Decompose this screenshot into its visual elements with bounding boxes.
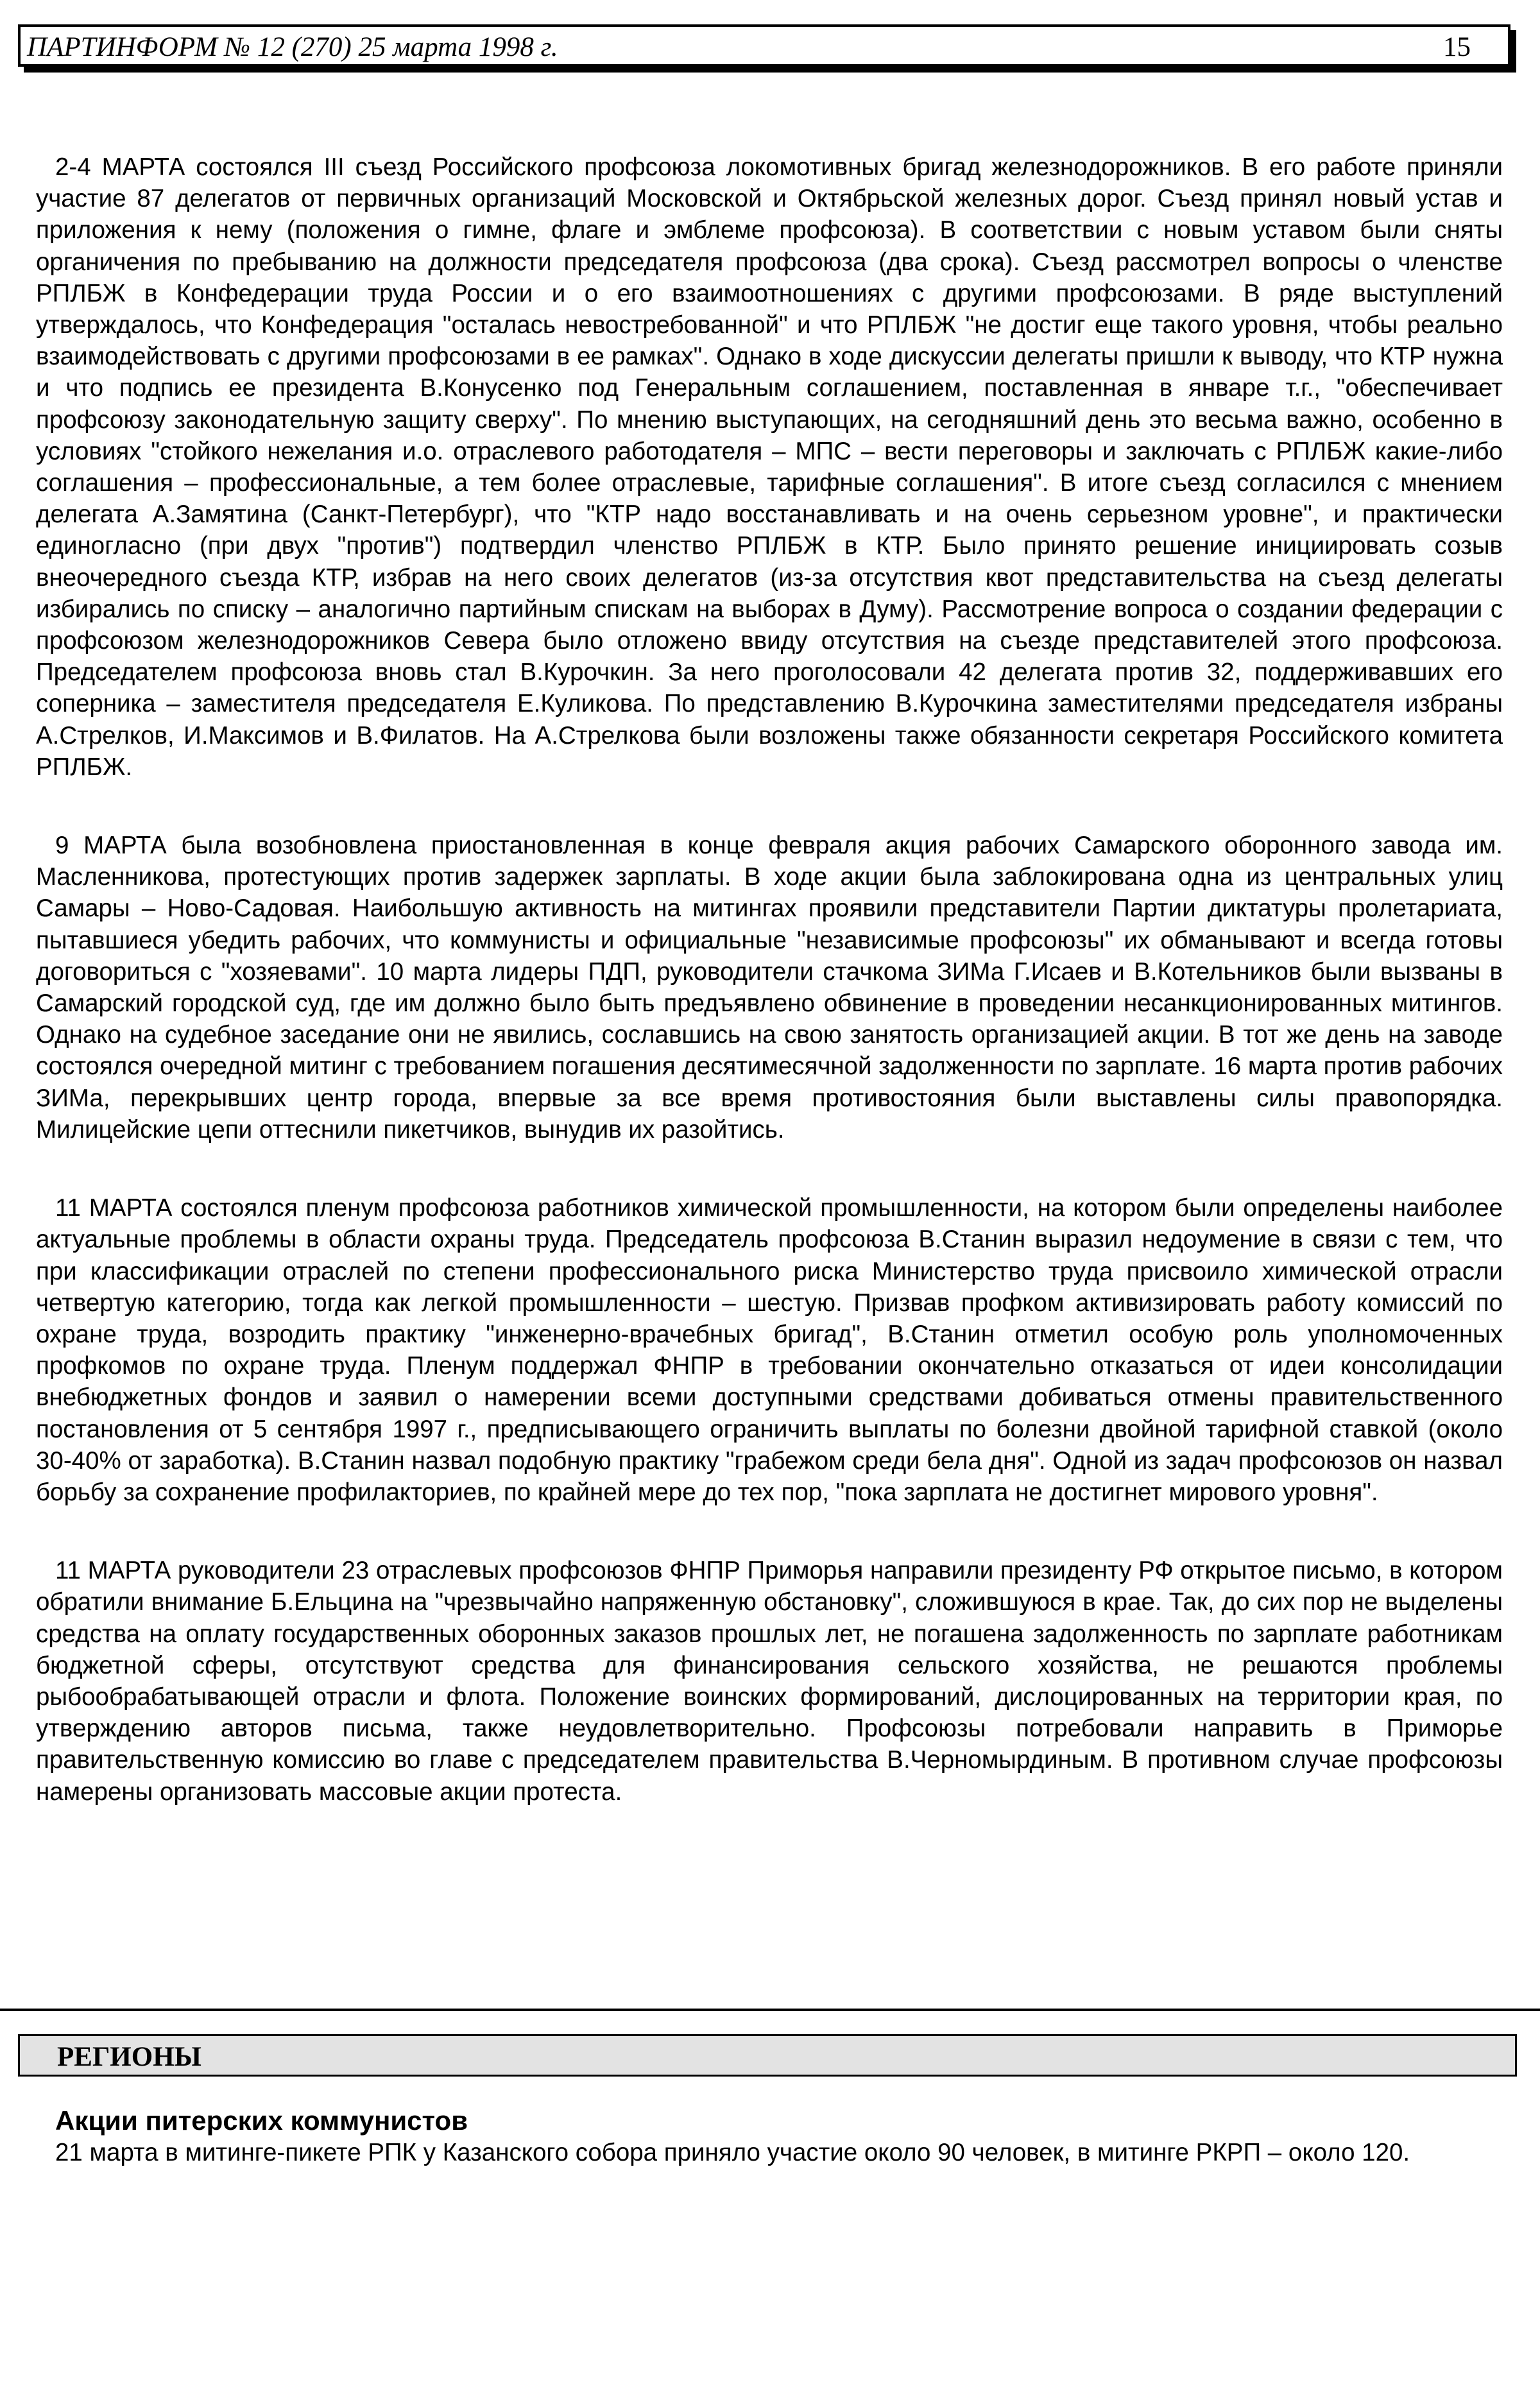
- article-paragraph: 11 МАРТА состоялся пленум профсоюза работников химической промышленности, на котором были определены наиболее актуальные проблемы в области охраны труда. Председатель профсоюза В.Станин выразил недоумение в связи с тем, что при классификации отраслей по степени профессионального риска Министерство труда присвоило химической отрасли четвертую категорию, тогда как легкой промышленности – шестую. Призвав профком активизировать работу комиссий по охране труда, возродить практику "инженерно-врачебных бригад", В.Станин отметил особую роль уполномоченных профкомов по охране труда. Пленум поддержал ФНПР в требовании окончательно отказаться от идеи консолидации внебюджетных фондов и заявил о намерении всеми доступными средствами добиваться отмены правительственного постановления от 5 сентября 1997 г., предписывающего ограничить выплаты по болезни двойной тарифной ставкой (около 30-40% от заработка). В.Станин назвал подобную практику "грабежом среди бела дня". Одной из задач профсоюзов он назвал борьбу за сохранение профилакториев, по крайней мере до тех пор, "пока зарплата не достигнет мирового уровня".: [36, 1194, 1503, 1506]
- page-header: [18, 24, 1510, 67]
- publication-title: ПАРТИНФОРМ № 12 (270) 25 марта 1998 г.: [27, 32, 558, 62]
- section-header: [18, 2034, 1517, 2077]
- region-article-title: Акции питерских коммунистов: [55, 2105, 468, 2136]
- section-divider: [0, 2009, 1540, 2011]
- article-paragraph: 9 МАРТА была возобновлена приостановленная в конце февраля акция рабочих Самарского оборонного завода им. Масленникова, протестующих против задержек зарплаты. В ходе акции была заблокирована одна из центральных улиц Самары – Ново-Садовая. Наибольшую активность на митингах проявили представители Партии диктатуры пролетариата, пытавшиеся убедить рабочих, что коммунисты и официальные "независимые профсоюзы" их обманывают и всегда готовы договориться с "хозяевами". 10 марта лидеры ПДП, руководители стачкома ЗИМа Г.Исаев и В.Котельников были вызваны в Самарский городской суд, где им должно было быть предъявлено обвинение в проведении несанкционированных митингов. Однако на судебное заседание они не явились, сославшись на свою занятость организацией акции. В тот же день на заводе состоялся очередной митинг с требованием погашения десятимесячной задолженности по зарплате. 16 марта против рабочих ЗИМа, перекрывших центр города, впервые за все время противостояния были выставлены силы правопорядка. Милицейские цепи оттеснили пикетчиков, вынудив их разойтись.: [36, 832, 1503, 1144]
- region-article-text: 21 марта в митинге-пикете РПК у Казанского собора приняло участие около 90 человек, в митинге РКРП – около 120.: [55, 2139, 1410, 2166]
- section-title: РЕГИОНЫ: [57, 2042, 201, 2072]
- article-paragraph: 11 МАРТА руководители 23 отраслевых профсоюзов ФНПР Приморья направили президенту РФ открытое письмо, в котором обратили внимание Б.Ельцина на "чрезвычайно напряженную обстановку", сложившуюся в крае. Так, до сих пор не выделены средства на оплату государственных оборонных заказов прошлых лет, не погашена задолженность по зарплате работникам бюджетной сферы, отсутствуют средства для финансирования сельского хозяйства, не решаются проблемы рыбообрабатывающей отрасли и флота. Положение воинских формирований, дислоцированных на территории края, по утверждению авторов письма, также неудовлетворительно. Профсоюзы потребовали направить в Приморье правительственную комиссию во главе с председателем правительства В.Черномырдиным. В противном случае профсоюзы намерены организовать массовые акции протеста.: [36, 1557, 1503, 1806]
- article-paragraph: 2-4 МАРТА состоялся III съезд Российского профсоюза локомотивных бригад железнодорожников. В его работе приняли участие 87 делегатов от первичных организаций Московской и Октябрьской железных дорог. Съезд принял новый устав и приложения к нему (положения о гимне, флаге и эмблеме профсоюза). В соответствии с новым уставом были сняты органичения по пребыванию на должности председателя профсоюза (два срока). Съезд рассмотрел вопросы о членстве РПЛБЖ в Конфедерации труда России и о его взаимоотношениях с другими профсоюзами. В ряде выступлений утверждалось, что Конфедерация "осталась невостребованной" и что РПЛБЖ "не достиг еще такого уровня, чтобы реально взаимодействовать с другими профсоюзами в ее рамках". Однако в ходе дискуссии делегаты пришли к выводу, что КТР нужна и что подпись ее президента В.Конусенко под Генеральным соглашением, поставленная в январе т.г., "обеспечивает профсоюзу законодательную защиту сверху". По мнению выступающих, на сегодняшний день это весьма важно, особенно в условиях "стойкого нежелания и.о. отраслевого работодателя – МПС – вести переговоры и заключать с РПЛБЖ какие-либо соглашения – профессиональные, а тем более отраслевые, тарифные соглашения". В итоге съезд согласился с мнением делегата А.Замятина (Санкт-Петербург), что "КТР надо восстанавливать и на очень серьезном уровне", и практически единогласно (при двух "против") подтвердил членство РПЛБЖ в КТР. Было принято решение инициировать созыв внеочередного съезда КТР, избрав на него своих делегатов (из-за отсутствия квот представительства на съезд делегаты избирались по списку – аналогично партийным спискам на выборах в Думу). Рассмотрение вопроса о создании федерации с профсоюзом железнодорожников Севера было отложено ввиду отсутствия на съезде представителей этого профсоюза. Председателем профсоюза вновь стал В.Курочкин. За него проголосовали 42 делегата против 32, поддерживавших его соперника – заместителя председателя Е.Куликова. По представлению В.Курочкина заместителями председателя избраны А.Стрелков, И.Максимов и В.Филатов. На А.Стрелкова были возложены также обязанности секретаря Российского комитета РПЛБЖ.: [36, 153, 1503, 781]
- page-number: 15: [1443, 32, 1471, 62]
- articles: [36, 151, 1503, 1855]
